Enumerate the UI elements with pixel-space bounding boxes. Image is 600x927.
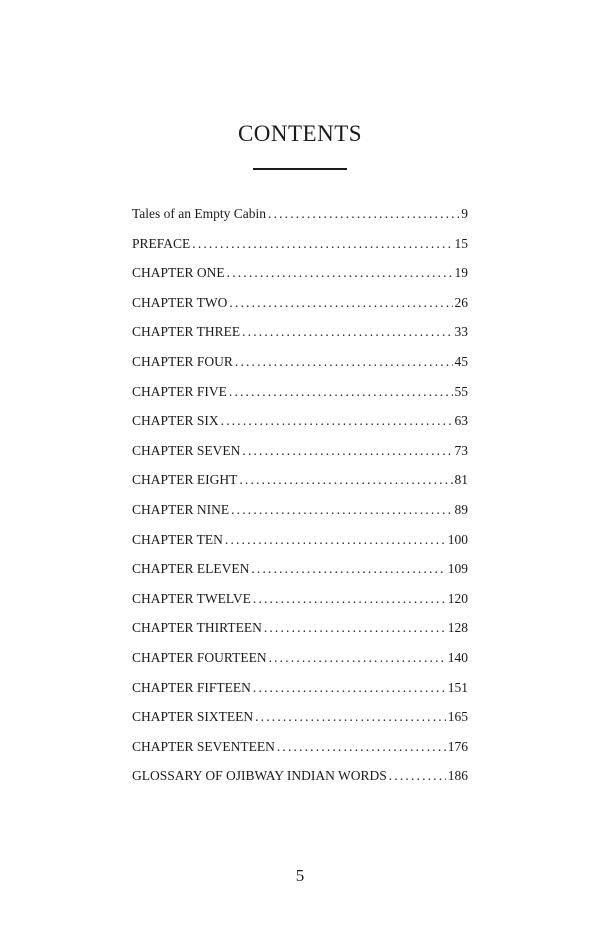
toc-entry-page: 140 [447,649,468,665]
toc-entry-title: CHAPTER THREE [132,324,241,340]
toc-entry-title: CHAPTER FOUR [132,353,233,369]
toc-leader-dots [192,236,452,252]
toc-entry-page: 73 [454,442,468,458]
toc-entry-title: GLOSSARY OF OJIBWAY INDIAN WORDS [132,768,387,784]
toc-entry [132,413,468,443]
toc-leader-dots [229,295,452,311]
toc-entry-page: 19 [454,265,468,281]
toc-entry [132,295,468,325]
toc-entry-title: PREFACE [132,235,191,251]
toc-leader-dots [231,502,452,518]
toc-entry-page: 151 [447,679,468,695]
toc-entry-title: CHAPTER FIFTEEN [132,679,251,695]
toc-entry-page: 109 [447,561,468,577]
toc-entry-page: 63 [454,413,468,429]
toc-entry-title: CHAPTER SIX [132,413,219,429]
toc-entry-title: CHAPTER ELEVEN [132,561,250,577]
toc-entry-title: CHAPTER ONE [132,265,225,281]
toc-entry-page: 15 [454,235,468,251]
toc-entry [132,206,468,236]
toc-entry-title: CHAPTER FOURTEEN [132,649,267,665]
toc-leader-dots [221,413,453,429]
toc-leader-dots [255,709,446,725]
toc-entry-page: 128 [447,620,468,636]
toc-entry-title: CHAPTER TWO [132,294,228,310]
toc-entry [132,739,468,769]
toc-entry-page: 186 [447,768,468,784]
toc-entry [132,265,468,295]
toc-entry [132,680,468,710]
toc-entry [132,443,468,473]
toc-entry-page: 81 [454,472,468,488]
toc-leader-dots [269,650,446,666]
toc-entry-page: 33 [454,324,468,340]
toc-entry-page: 9 [461,206,468,221]
toc-leader-dots [225,532,446,548]
toc-entry [132,502,468,532]
toc-entry [132,650,468,680]
page-title: CONTENTS [237,121,363,146]
toc-entry-title: CHAPTER EIGHT [132,472,238,488]
toc-entry [132,324,468,354]
toc-leader-dots [277,739,446,755]
toc-entry-title: CHAPTER SEVEN [132,442,241,458]
toc-entry-title: Tales of an Empty Cabin [132,206,267,221]
title-underline [253,168,347,170]
toc-entry [132,561,468,591]
toc-leader-dots [389,768,446,784]
toc-leader-dots [253,680,446,696]
toc-entry [132,532,468,562]
toc-leader-dots [253,591,446,607]
toc-entry-page: 55 [454,383,468,399]
table-of-contents [132,206,468,798]
toc-leader-dots [229,384,453,400]
toc-entry-title: CHAPTER SIXTEEN [132,709,254,725]
toc-entry [132,591,468,621]
toc-leader-dots [242,324,452,340]
toc-leader-dots [268,206,459,222]
toc-entry-title: CHAPTER NINE [132,501,230,517]
toc-leader-dots [239,472,452,488]
toc-entry-title: CHAPTER SEVENTEEN [132,738,275,754]
toc-entry-title: CHAPTER THIRTEEN [132,620,262,636]
toc-entry-page: 100 [447,531,468,547]
toc-entry [132,768,468,798]
toc-entry-page: 45 [454,353,468,369]
toc-entry-title: CHAPTER FIVE [132,383,227,399]
toc-leader-dots [251,561,445,577]
toc-entry [132,620,468,650]
toc-leader-dots [227,265,453,281]
toc-entry-title: CHAPTER TEN [132,531,223,547]
toc-leader-dots [242,443,452,459]
toc-entry [132,354,468,384]
page-number: 5 [295,866,305,885]
toc-entry [132,472,468,502]
toc-entry [132,384,468,414]
toc-entry-page: 26 [454,294,468,310]
toc-entry-page: 176 [447,738,468,754]
toc-entry-page: 89 [454,501,468,517]
toc-leader-dots [235,354,453,370]
toc-entry-page: 120 [447,590,468,606]
toc-entry-page: 165 [447,709,468,725]
toc-entry [132,236,468,266]
toc-entry [132,709,468,739]
toc-entry-title: CHAPTER TWELVE [132,590,251,606]
toc-leader-dots [264,620,446,636]
